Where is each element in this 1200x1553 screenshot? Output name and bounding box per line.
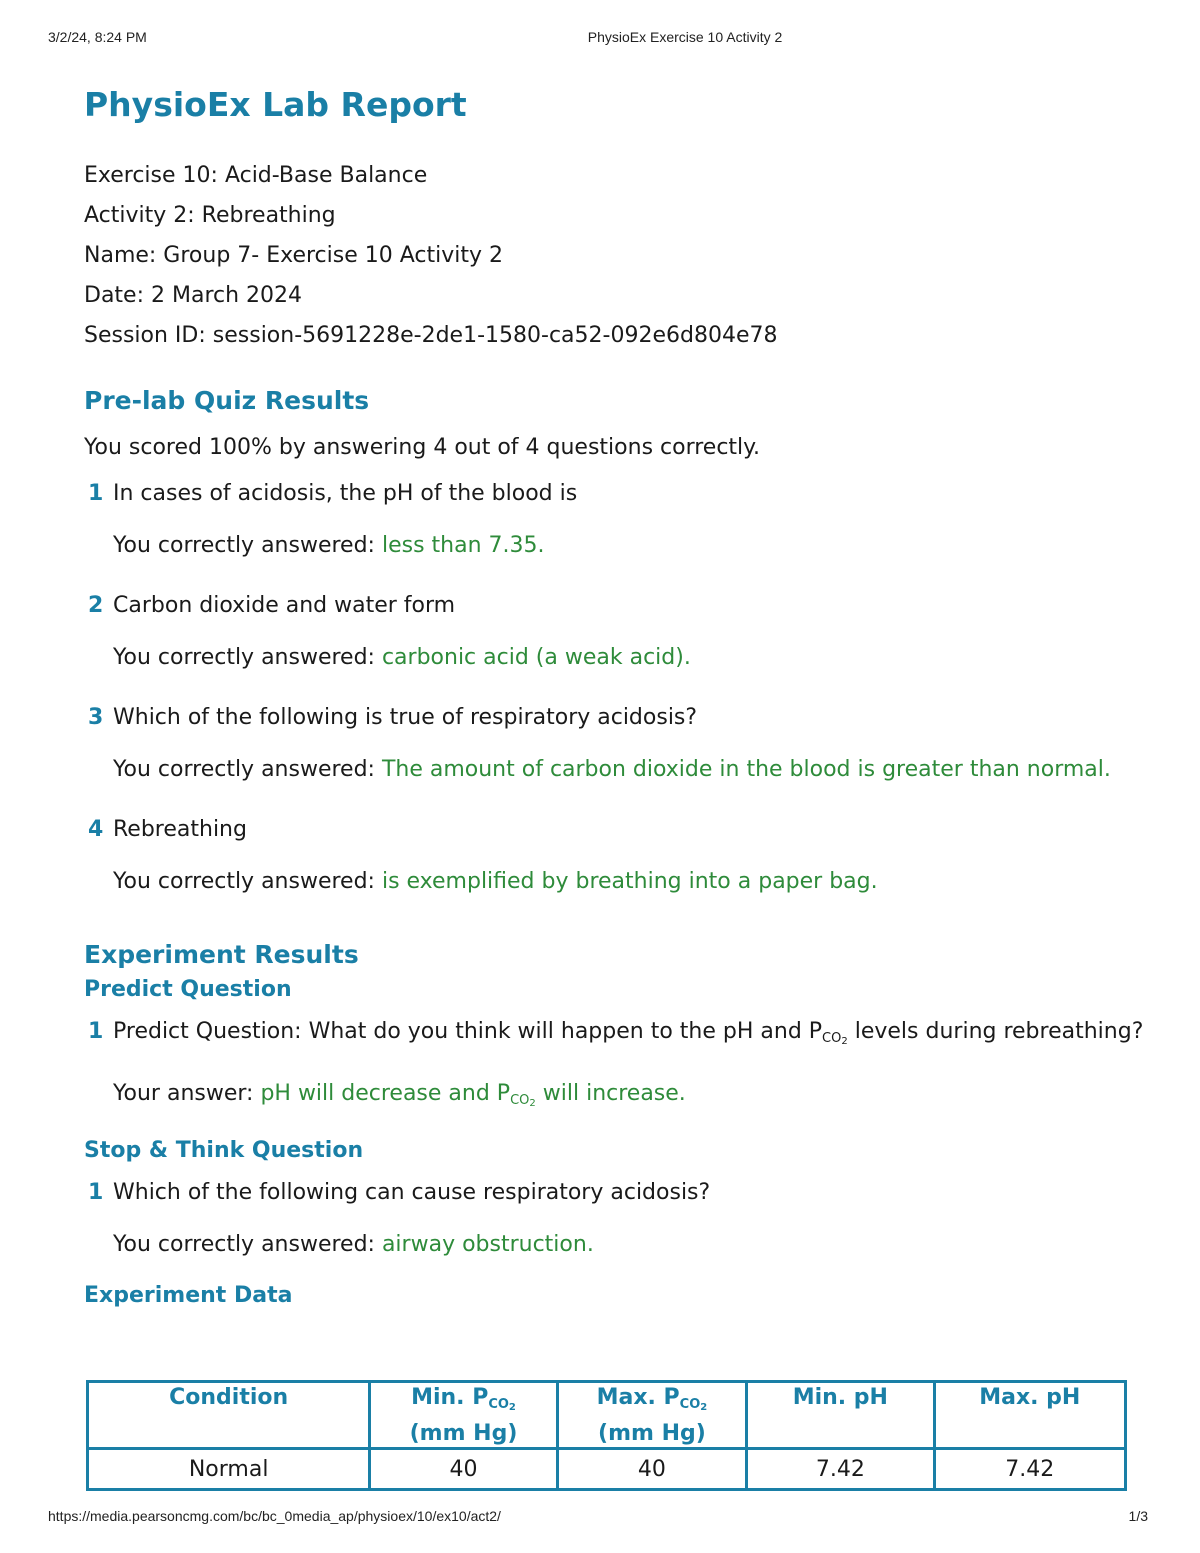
print-page-number: 1/3 [1128,1508,1148,1524]
answer-text: pH will decrease and $P_{CO_2}$ will increase. [260,1081,686,1109]
question-number: 1 [88,481,104,506]
cell-max-ph: 7.42 [934,1449,1125,1490]
session-line: Session ID: session-5691228e-2de1-1580-ca52-092e6d804e78 [84,323,778,348]
cell-condition: Normal [88,1449,370,1490]
prelab-score: You scored 100% by answering 4 out of 4 questions correctly. [84,435,761,460]
header-max-pco2: Max. $P_{CO_2}$ (mm Hg) [557,1382,746,1449]
answer-prefix: Your answer: [113,1081,261,1106]
question-text-part1: Predict Question: What do you think will happen to the pH and P [113,1019,823,1044]
print-url: https://media.pearsoncmg.com/bc/bc_0media_ap/physioex/10/ex10/act2/ [48,1508,501,1524]
cell-min-pco2: 40 [370,1449,557,1490]
header-min-pco2: Min. $P_{CO_2}$ (mm Hg) [370,1382,557,1449]
header-max-ph: Max. pH [934,1382,1125,1449]
question-text-part2: levels during rebreathing? [847,1019,1144,1044]
answer-prefix: You correctly answered: [113,645,382,670]
question-text: In cases of acidosis, the pH of the blood is [113,481,578,506]
table-header-row [88,1382,1126,1449]
answer-prefix: You correctly answered: [113,869,382,894]
activity-line: Activity 2: Rebreathing [84,203,336,228]
prelab-question-4 [84,812,1144,848]
prelab-question-3 [84,700,1144,736]
experiment-data-table [86,1380,1127,1491]
predict-answer [84,1076,1144,1122]
answer-text: The amount of carbon dioxide in the blood is greater than normal. [381,757,1111,782]
answer-text: airway obstruction. [381,1232,594,1257]
question-text: Which of the following can cause respiratory acidosis? [113,1180,711,1205]
stop-think-question [84,1175,1144,1211]
question-number: 1 [88,1180,104,1205]
print-title: PhysioEx Exercise 10 Activity 2 [587,29,783,45]
report-title: PhysioEx Lab Report [84,85,467,124]
answer-text: is exemplified by breathing into a paper bag. [381,869,878,894]
date-line: Date: 2 March 2024 [84,283,303,308]
question-number: 1 [88,1019,104,1044]
question-text: Which of the following is true of respiratory acidosis? [113,705,698,730]
header-condition: Condition [88,1382,370,1449]
exercise-line: Exercise 10: Acid-Base Balance [84,163,428,188]
cell-min-ph: 7.42 [747,1449,934,1490]
answer-prefix: You correctly answered: [113,757,382,782]
predict-heading: Predict Question [84,977,292,1002]
prelab-question-1 [84,476,1144,512]
question-number: 4 [88,817,104,842]
stop-think-answer [84,1227,1144,1263]
stop-think-heading: Stop & Think Question [84,1138,364,1163]
experiment-data-heading: Experiment Data [84,1283,293,1308]
answer-prefix: You correctly answered: [113,1232,382,1257]
prelab-answer-2 [84,640,1144,676]
prelab-question-2 [84,588,1144,624]
question-text: Rebreathing [113,817,247,842]
predict-question [84,1014,1144,1060]
prelab-answer-3 [84,752,1144,788]
print-datetime: 3/2/24, 8:24 PM [48,29,147,45]
pco2-subscript: CO2 [822,1031,848,1047]
answer-text: less than 7.35. [381,533,545,558]
prelab-heading: Pre-lab Quiz Results [84,386,370,415]
experiment-heading: Experiment Results [84,940,359,969]
prelab-answer-4 [84,864,1144,900]
question-number: 2 [88,593,104,618]
answer-prefix: You correctly answered: [113,533,382,558]
prelab-answer-1 [84,528,1144,564]
table-row [88,1449,1126,1490]
question-text: Carbon dioxide and water form [113,593,456,618]
name-line: Name: Group 7- Exercise 10 Activity 2 [84,243,503,268]
cell-max-pco2: 40 [557,1449,746,1490]
lab-report [84,84,1144,1308]
header-min-ph: Min. pH [747,1382,934,1449]
answer-text: carbonic acid (a weak acid). [381,645,691,670]
question-number: 3 [88,705,104,730]
